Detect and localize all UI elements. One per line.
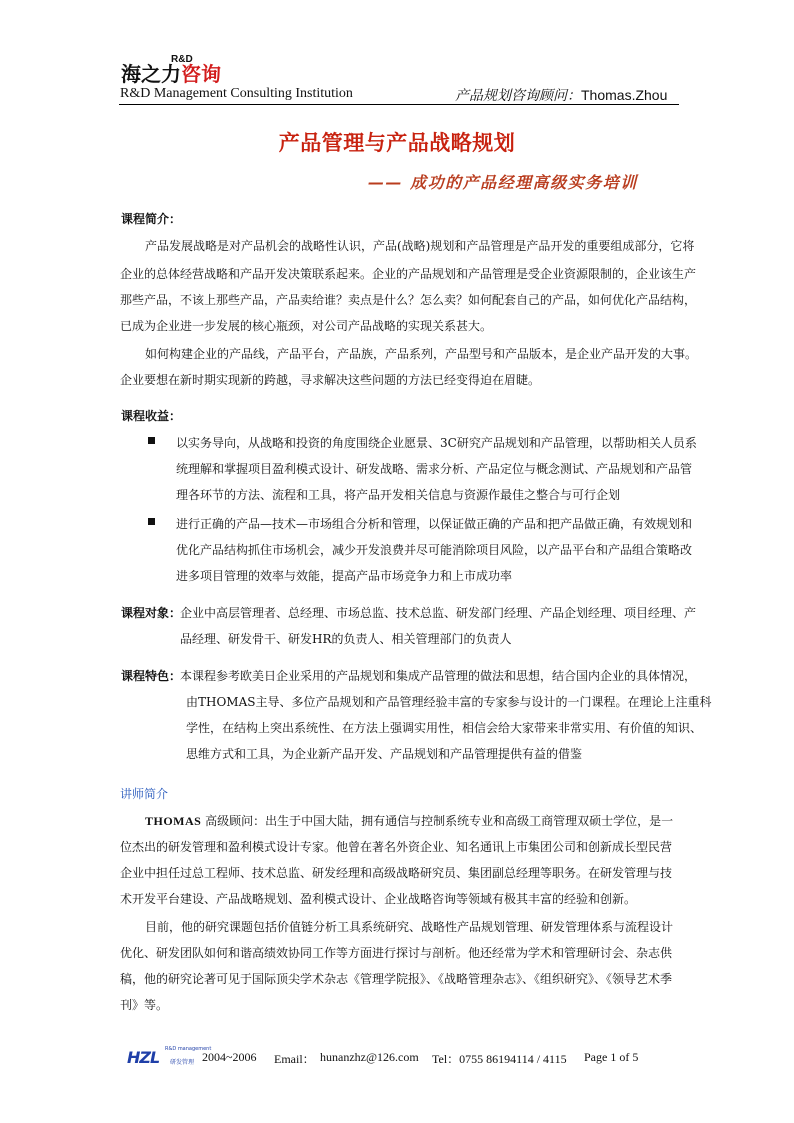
benefit-line: 进行正确的产品—技术—市场组合分析和管理，以保证做正确的产品和把产品做正确，有效规划和 [176,517,693,531]
benefit-line: 优化产品结构抓住市场机会，减少开发浪费并尽可能消除项目风险，以产品平台和产品组合策略改 [176,543,693,557]
bullet-square-icon [148,518,155,525]
lecturer-line: 术开发平台建设、产品战略规划、盈利模式设计、企业战略咨询等领域有极其丰富的经验和创新。 [120,892,637,906]
intro-line: 企业要想在新时期实现新的跨越，寻求解决这些问题的方法已经变得迫在眉睫。 [120,373,541,387]
footer-email-link[interactable]: hunanzhz@126.com [320,1050,419,1064]
document-title: 产品管理与产品战略规划 [278,131,516,155]
institution-name: R&D Management Consulting Institution [120,86,353,101]
bullet-square-icon [148,437,155,444]
footer-page-number: Page 1 of 5 [584,1050,639,1064]
logo-consult-text: 咨询 [181,62,221,86]
lecturer-line: 企业中担任过总工程师、技术总监、研发经理和高级战略研究员、集团副总经理等职务。在研发管理与技 [120,866,673,880]
benefit-line: 以实务导向，从战略和投资的角度围绕企业愿景、3C研究产品规划和产品管理，以帮助相关人员系 [176,436,697,450]
lecturer-line [145,813,673,829]
header-divider [119,104,679,105]
intro-line: 产品发展战略是对产品机会的战略性认识，产品(战略)规划和产品管理是产品开发的重要组成部分，它将 [145,239,695,253]
lecturer-intro: 高级顾问：出生于中国大陆，拥有通信与控制系统专业和高级工商管理双硕士学位，是一 [201,814,674,828]
intro-heading: 课程简介： [121,212,182,226]
consultant-info [455,85,667,105]
document-subtitle: —— 成功的产品经理高级实务培训 [368,173,638,192]
audience-line: 企业中高层管理者、总经理、市场总监、技术总监、研发部门经理、产品企划经理、项目经理、产 [180,606,697,620]
features-line: 本课程参考欧美日企业采用的产品规划和集成产品管理的做法和思想，结合国内企业的具体情况， [180,669,697,683]
benefit-line: 统理解和掌握项目盈利模式设计、研发战略、需求分析、产品定位与概念测试、产品规划和产品管 [176,462,693,476]
footer-logo-subtitle: 研发管理 [170,1059,195,1066]
lecturer-name: THOMAS [145,814,202,828]
consultant-name: Thomas.Zhou [581,87,668,103]
intro-line: 已成为企业进一步发展的核心瓶颈，对公司产品战略的实现关系甚大。 [120,319,493,333]
lecturer-heading: 讲师简介 [120,787,169,801]
intro-line: 那些产品，不该上那些产品，产品卖给谁？卖点是什么？怎么卖？如何配套自己的产品，如何优化产品结构， [120,293,697,307]
features-heading: 课程特色： [121,669,182,683]
consultant-label: 产品规划咨询顾问： [455,88,581,104]
benefit-line: 进多项目管理的效率与效能，提高产品市场竞争力和上市成功率 [176,569,513,583]
features-line: 思维方式和工具，为企业新产品开发、产品规划和产品管理提供有益的借鉴 [186,747,583,761]
features-line: 学性，在结构上突出系统性、在方法上强调实用性，相信会给大家带来非常实用、有价值的知识、 [186,721,703,735]
lecturer-line: 目前，他的研究课题包括价值链分析工具系统研究、战略性产品规划管理、研发管理体系与流程设计 [145,920,674,934]
footer-logo-tagline: R&D management [165,1046,212,1052]
intro-line: 企业的总体经营战略和产品开发决策联系起来。企业的产品规划和产品管理是受企业资源限制的，企业该生产 [120,267,697,281]
logo-main-text: 海之力 [121,62,181,86]
benefit-line: 理各环节的方法、流程和工具，将产品开发相关信息与资源作最佳之整合与可行企划 [176,488,621,502]
intro-line: 如何构建企业的产品线，产品平台，产品族，产品系列，产品型号和产品版本，是企业产品开发的大事。 [145,347,698,361]
lecturer-line: 优化、研发团队如何和谐高绩效协同工作等方面进行探讨与剖析。他还经常为学术和管理研讨会、杂志供 [120,946,673,960]
footer-logo: HZL [127,1048,160,1067]
logo-rd-text: R&D [171,54,193,65]
features-line: 由THOMAS主导、多位产品规划和产品管理经验丰富的专家参与设计的一门课程。在理论上注重科 [186,695,712,709]
audience-line: 品经理、研发骨干、研发HR的负责人、相关管理部门的负责人 [180,632,512,646]
audience-heading: 课程对象： [121,606,182,620]
footer-email-label: Email： [274,1052,315,1066]
benefits-heading: 课程收益： [121,409,182,423]
lecturer-line: 位杰出的研发管理和盈利模式设计专家。他曾在著名外资企业、知名通讯上市集团公司和创新成长型民营 [120,840,673,854]
footer-years: 2004~2006 [202,1050,257,1064]
footer-telephone: Tel：0755 86194114 / 4115 [432,1052,567,1066]
lecturer-line: 稿，他的研究论著可见于国际顶尖学术杂志《管理学院报》、《战略管理杂志》、《组织研究》、《领导艺术季 [120,972,673,986]
lecturer-line: 刊》等。 [120,998,169,1012]
